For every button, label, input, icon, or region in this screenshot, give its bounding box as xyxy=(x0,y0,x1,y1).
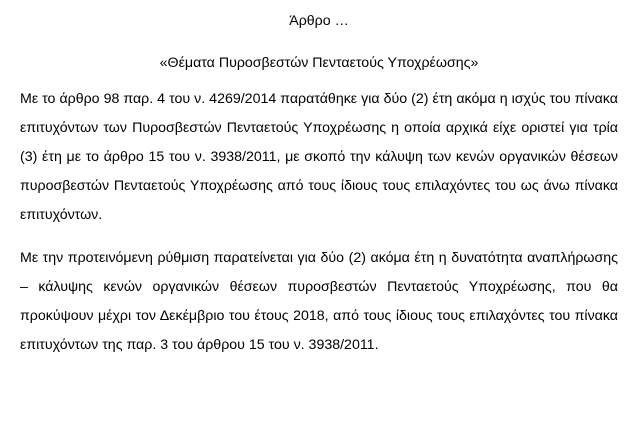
subject-heading: «Θέματα Πυροσβεστών Πενταετούς Υποχρέωσης» xyxy=(159,55,479,71)
article-heading: Άρθρο … xyxy=(289,13,349,29)
body-paragraph-2: Με την προτεινόμενη ρύθμιση παρατείνεται για δύο (2) ακόμα έτη η δυνατότητα αναπλήρωσης – κάλυψης κενών οργανικών θέσεων πυροσβεστών Πενταετούς Υποχρέωσης, που θα προκύψουν μέχρι τον Δεκέμβριο του έτους 2018, από τους ίδιους τους επιλαχόντες του πίνακα επιτυχόντων της παρ. 3 του άρθρου 15 του ν. 3938/2011. xyxy=(20,250,618,353)
body-paragraph-1: Με το άρθρο 98 παρ. 4 του ν. 4269/2014 παρατάθηκε για δύο (2) έτη ακόμα η ισχύς του πίνακα επιτυχόντων των Πυροσβεστών Πενταετούς Υποχρέωσης η οποία αρχικά είχε οριστεί για τρία (3) έτη με το άρθρο 15 του ν. 3938/2011, με σκοπό την κάλυψη των κενών οργανικών θέσεων πυροσβεστών Πενταετούς Υποχρέωσης από τους ίδιους τους επιλαχόντες του ως άνω πίνακα επιτυχόντων. xyxy=(20,91,618,223)
